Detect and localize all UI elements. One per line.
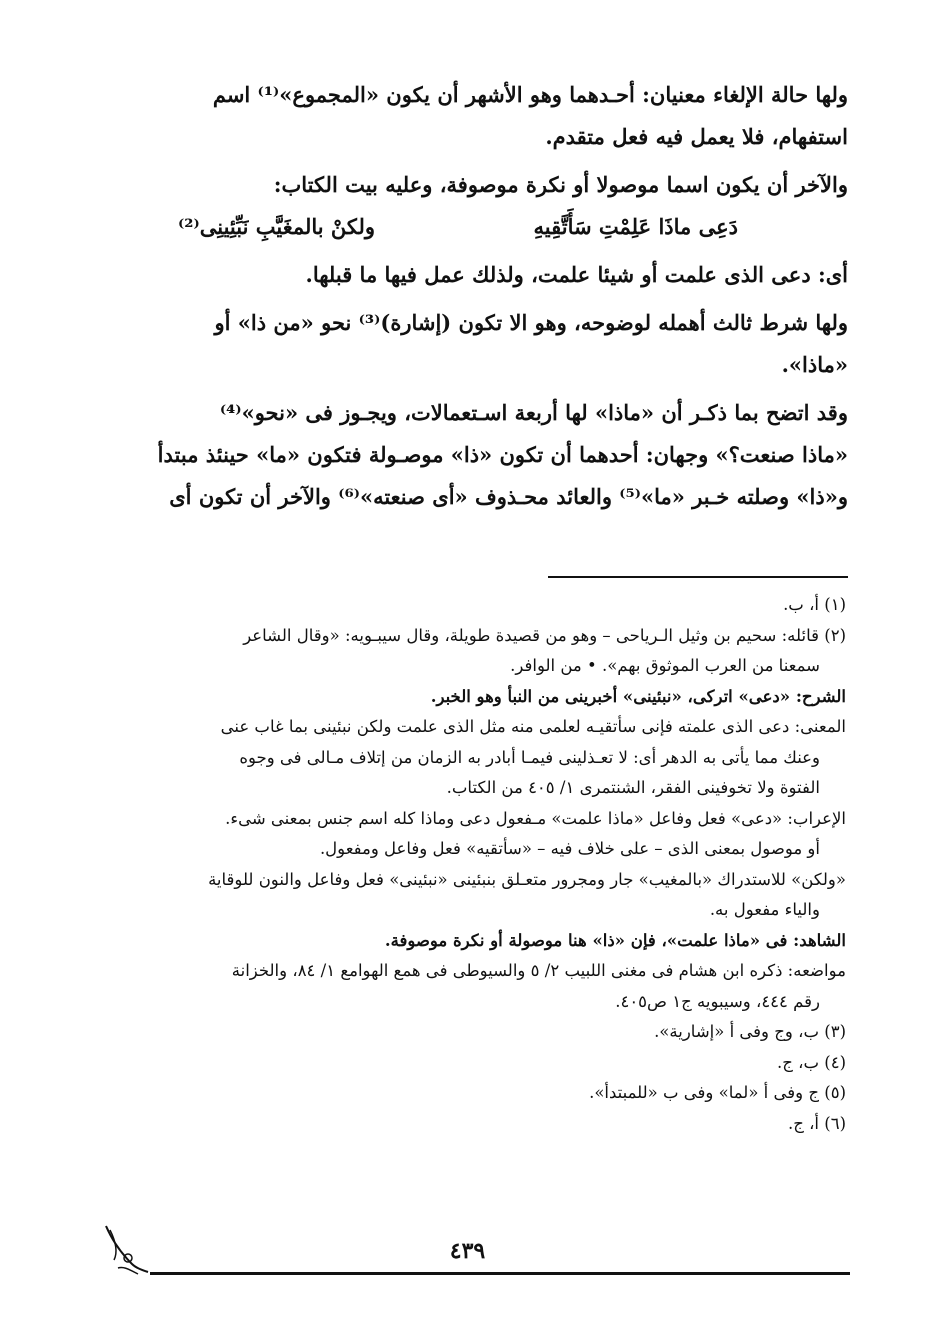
poetry-verse [98, 206, 848, 248]
text-line: ولها حالة الإلغاء معنيان: أحـدهما وهو الأشهر أن يكون «المجموع»⁽¹⁾ اسم [212, 82, 848, 107]
footnote-line: الفتوة ولا تخوفينى الفقر، الشنتمرى ١/ ٤٠٥ من الكتاب. [446, 778, 820, 797]
text-line: استفهام، فلا يعمل فيه فعل متقدم. [545, 124, 848, 149]
footnote-separator [548, 576, 848, 578]
page-number: ٤٣٩ [449, 1238, 486, 1264]
footnote-line: «ولكن» للاستدراك «بالمغيب» جار ومجرور متعـلق بنبئينى «نبئينى» فعل وفاعل والنون للوقاية [208, 869, 846, 889]
footnote-line: (٦) أ، ج. [787, 1113, 846, 1133]
footnote-line: وعنك مما يأتى به الدهر أى: لا تعـذلينى فيمـا أبادر به الزمان من إتلاف مـالى فى وجوه [239, 747, 820, 767]
text-line: أى: دعى الذى علمت أو شيئا علمت، ولذلك عمل فيها ما قبلها. [305, 262, 848, 287]
footnotes [98, 590, 846, 1139]
footnote-line: (٢) قائله: سحيم بن وثيل الـرياحى – وهو من قصيدة طويلة، وقال سيبـويه: «وقال الشاعر [243, 625, 846, 645]
footnote-line: رقم ٤٤٤، وسيبويه ج١ ص٤٠٥. [615, 991, 820, 1011]
bottom-rule [150, 1272, 850, 1275]
text-line: «ماذا». [781, 352, 848, 377]
text-line: وقد اتضح بما ذكـر أن «ماذا» لها أربعة اسـتعمالات، ويجـوز فى «نحو»⁽⁴⁾ [219, 400, 848, 425]
footnote-line: الإعراب: «دعى» فعل وفاعل «ماذا علمت» مـفعول دعى وماذا كله اسم جنس بمعنى شىء. [225, 808, 846, 828]
footnote-line: سمعنا من العرب الموثوق بهم». • من الوافر. [510, 656, 820, 675]
verse-second-hemistich: ولكنْ بالمغَيَّبِ نَبِّئِينِى⁽²⁾ [178, 214, 376, 239]
footnote-line: (١) أ، ب. [783, 595, 846, 614]
text-line: ولها شرط ثالث أهمله لوضوحه، وهو الا تكون (إشارة)⁽³⁾ نحو «من ذا» أو [214, 310, 848, 335]
text-line: «ماذا صنعت؟» وجهان: أحدهما أن تكون «ذا» موصـولة فتكون «ما» حينئذ مبتدأ [157, 442, 848, 467]
verse-first-hemistich: دَعِى ماذَا عَلِمْتِ سَأَتَّقِيهِ [533, 214, 738, 239]
footnote-line: (٥) ج وفى أ «لما» وفى ب «للمبتدأ». [589, 1083, 846, 1102]
footnote-line: المعنى: دعى الذى علمته فإنى سأتقيـه لعلمى منه مثل الذى علمت ولكن نبئينى بما غاب عنى [220, 717, 846, 736]
footnote-line: مواضعه: ذكره ابن هشام فى مغنى اللبيب ٢/ ٥ والسيوطى فى همع الهوامع ١/ ٨٤، والخزانة [231, 961, 846, 980]
footnote-line: الشاهد: فى «ماذا علمت»، فإن «ذا» هنا موصولة أو نكرة موصوفة. [384, 930, 846, 950]
footnote-line: (٤) ب، ج. [777, 1052, 846, 1072]
footnote-line: الشرح: «دعى» اتركى، «نبئينى» أخبرينى من النبأ وهو الخبر. [430, 686, 846, 706]
text-line: والآخر أن يكون اسما موصولا أو نكرة موصوفة، وعليه بيت الكتاب: [273, 172, 848, 197]
text-line: و«ذا» وصلته خـبر «ما»⁽⁵⁾ والعائد محـذوف «أى صنعته»⁽⁶⁾ والآخر أن تكون أى [169, 484, 848, 509]
footnote-line: والياء مفعول به. [709, 900, 820, 919]
footnote-line: أو موصول بمعنى الذى – على خلاف فيه – «سأتقيه» فعل وفاعل ومفعول. [319, 839, 820, 858]
main-text [98, 74, 848, 518]
footnote-line: (٣) ب، وج وفى أ «إشارية». [654, 1022, 846, 1041]
